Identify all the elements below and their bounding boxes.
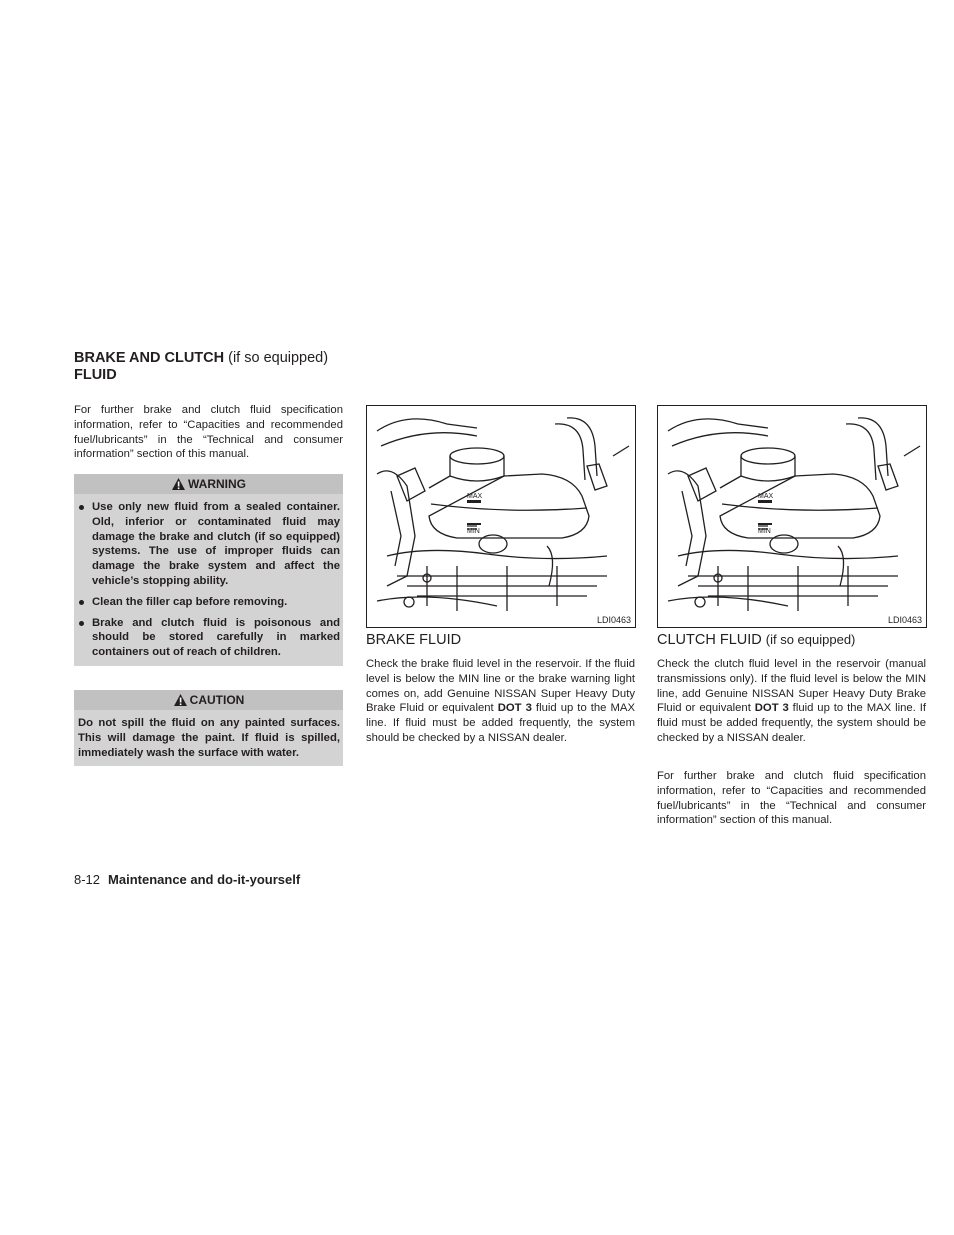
clutch-heading-main: CLUTCH FLUID [657,632,762,648]
warning-item [78,500,340,589]
brake-fluid-heading: BRAKE FLUID [366,632,462,648]
clutch-spec-reference: For further brake and clutch fluid specification information, refer to “Capacities and recommended fuel/lubricants” in the “Technical and consumer information” section of this manual. [657,770,926,827]
warning-item [78,595,340,610]
page-footer [74,872,300,888]
clutch-fluid-text [657,657,926,746]
brake-reservoir-figure [366,405,636,628]
max-mark-label: MAX [758,493,774,500]
warning-header [74,474,343,494]
warning-box [74,474,343,666]
dot3-label: DOT 3 [497,702,532,715]
warning-label: WARNING [188,477,246,491]
section-title [74,350,354,384]
clutch-text-part: fluid up to the MAX line. If fluid must be added frequently, the system should be checked by a NISSAN dealer. [657,702,926,744]
page-number: 8-12 [74,872,101,887]
dot3-label: DOT 3 [754,702,789,715]
section-intro: For further brake and clutch fluid specification information, refer to “Capacities and recommended fuel/lubricants” in the “Technical and consumer information” section of this manual. [74,404,343,461]
bullet-icon [79,505,84,510]
section-title-bold: BRAKE AND CLUTCH [74,350,225,366]
chapter-title: Maintenance and do-it-yourself [108,872,301,887]
clutch-text-part: Check the clutch fluid level in the reservoir (manual transmissions only). If the fluid level is below the MIN line, add Genuine NISSAN Super Heavy Duty Brake Fluid or equivalent [657,658,926,715]
brake-reservoir-illustration [367,406,635,627]
warning-item-text: Use only new fluid from a sealed container. Old, inferior or contaminated fluid may damage the brake and clutch (if so equipped) systems. The use of improper fluids can damage the brake system and affect the vehicle’s stopping ability. [92,501,340,587]
max-mark-label: MAX [467,493,483,500]
brake-fluid-text [366,657,635,746]
warning-item-text: Clean the filler cap before removing. [92,595,288,608]
bullet-icon [79,621,84,626]
warning-item-text: Brake and clutch fluid is poisonous and should be stored carefully in marked containers out of reach of children. [92,616,340,659]
clutch-reservoir-illustration [658,406,926,627]
brake-text-part: fluid up to the MAX line. If fluid must be added frequently, the system should be checked by a NISSAN dealer. [366,702,635,744]
section-title-line2: FLUID [74,367,117,383]
clutch-reservoir-figure [657,405,927,628]
caution-label: CAUTION [189,693,245,707]
caution-triangle-icon [173,693,188,713]
section-title-qualifier: (if so equipped) [228,350,329,366]
min-mark-label: MIN [758,528,771,535]
caution-header [74,690,343,710]
figure-id: LDI0463 [596,615,631,625]
warning-list [74,494,343,666]
figure-id: LDI0463 [887,615,922,625]
caution-box [74,690,343,766]
clutch-heading-qualifier: (if so equipped) [765,632,856,647]
bullet-icon [79,600,84,605]
brake-text-part: Check the brake fluid level in the reservoir. If the fluid level is below the MIN line or the brake warning light comes on, add Genuine NISSAN Super Heavy Duty Brake Fluid or equivalent [366,658,635,715]
warning-item [78,616,340,660]
warning-triangle-icon [171,477,186,497]
clutch-fluid-heading [657,631,925,649]
min-mark-label: MIN [467,528,480,535]
caution-text: Do not spill the fluid on any painted surfaces. This will damage the paint. If fluid is spilled, immediately wash the surface with water. [78,717,340,759]
